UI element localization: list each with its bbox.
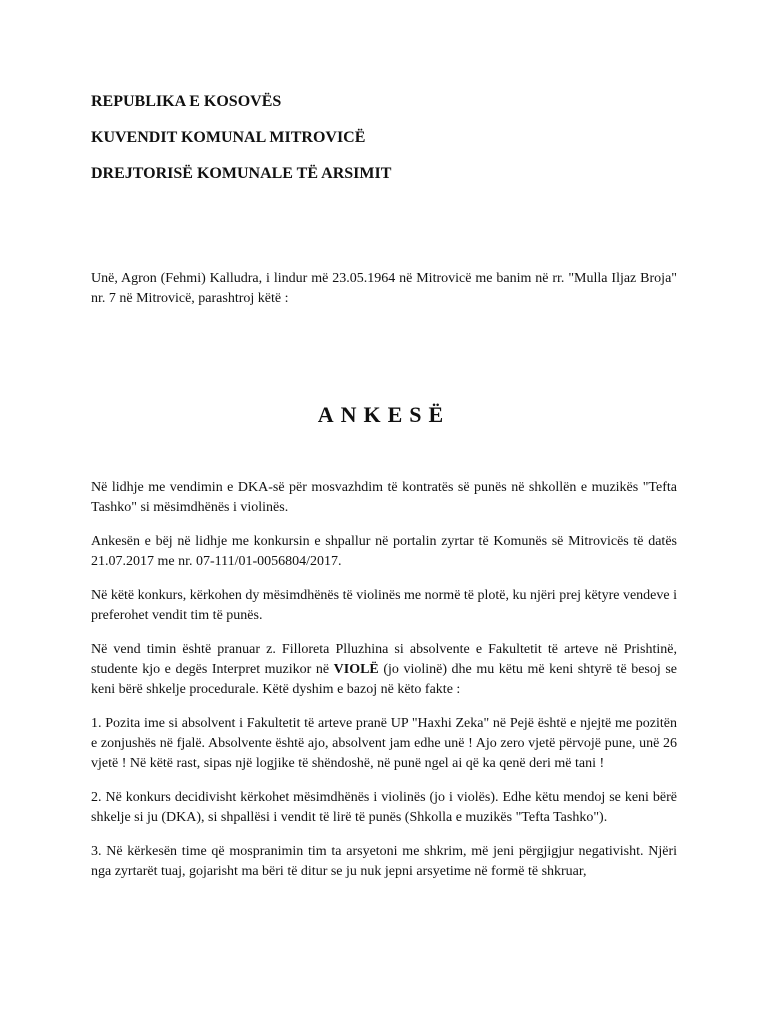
document-body <box>91 478 677 896</box>
paragraph-replacement-text-end: (jo violinë) dhe mu këtu më keni shtyrë të besoj se keni bërë shkelje procedurale. Këtë dyshim e bazoj në këto fakte : <box>91 662 677 697</box>
header-directorate: DREJTORISË KOMUNALE TË ARSIMIT <box>91 165 392 182</box>
fact-3-paragraph: 3. Në kërkesën time që mospranimin tim ta arsyetoni me shkrim, më jeni përgjigjur negativisht. Njëri nga zyrtarët tuaj, gojarisht ma bëri të ditur se ju nuk jepni arsyetime në formë të shkruar, <box>91 844 677 879</box>
paragraph-replacement <box>91 640 677 700</box>
header-assembly: KUVENDIT KOMUNAL MITROVICË <box>91 129 366 146</box>
paragraph-positions: Në këtë konkurs, kërkohen dy mësimdhënës të violinës me normë të plotë, ku njëri prej këtyre vendeve i preferohet vendit tim të punës. <box>91 588 677 623</box>
viola-emphasis: VIOLË <box>333 662 379 677</box>
fact-2-paragraph: 2. Në konkurs decidivisht kërkohet mësimdhënës i violinës (jo i violës). Edhe këtu mendoj se keni bërë shkelje si ju (DKA), si shpallësi i vendit të lirë të punës (Shkolla e muzikës "Tefta Tashko"). <box>91 790 677 825</box>
paragraph-context: Në lidhje me vendimin e DKA-së për mosvazhdim të kontratës së punës në shkollën e muzikës "Tefta Tashko" si mësimdhënës i violinës. <box>91 480 677 515</box>
intro-paragraph: Unë, Agron (Fehmi) Kalludra, i lindur më 23.05.1964 në Mitrovicë me banim në rr. "Mulla Iljaz Broja" nr. 7 në Mitrovicë, parashtroj këtë : <box>91 271 677 306</box>
paragraph-competition: Ankesën e bëj në lidhje me konkursin e shpallur në portalin zyrtar të Komunës së Mitrovicës të datës 21.07.2017 me nr. 07-111/01-0056804/2017. <box>91 534 677 569</box>
document-title: ANKESË <box>317 402 451 427</box>
paragraph-replacement-text-start: Në vend timin është pranuar z. Filloreta Plluzhina si absolvente e Fakultetit të arteve në Prishtinë, studente kjo e degës Interpret muzikor në <box>91 642 677 677</box>
fact-1-paragraph: 1. Pozita ime si absolvent i Fakultetit të arteve pranë UP "Haxhi Zeka" në Pejë është e njejtë me pozitën e zonjushës në fjalë. Absolvente është ajo, absolvent jam edhe unë ! Ajo zero vjetë përvojë pune, unë 26 vjetë ! Në këtë rast, sipas një logjike të shëndoshë, në punë ngel ai që ka qenë deri më tani ! <box>91 716 677 771</box>
document-header <box>91 92 691 200</box>
header-republic: REPUBLIKA E KOSOVËS <box>91 93 282 110</box>
